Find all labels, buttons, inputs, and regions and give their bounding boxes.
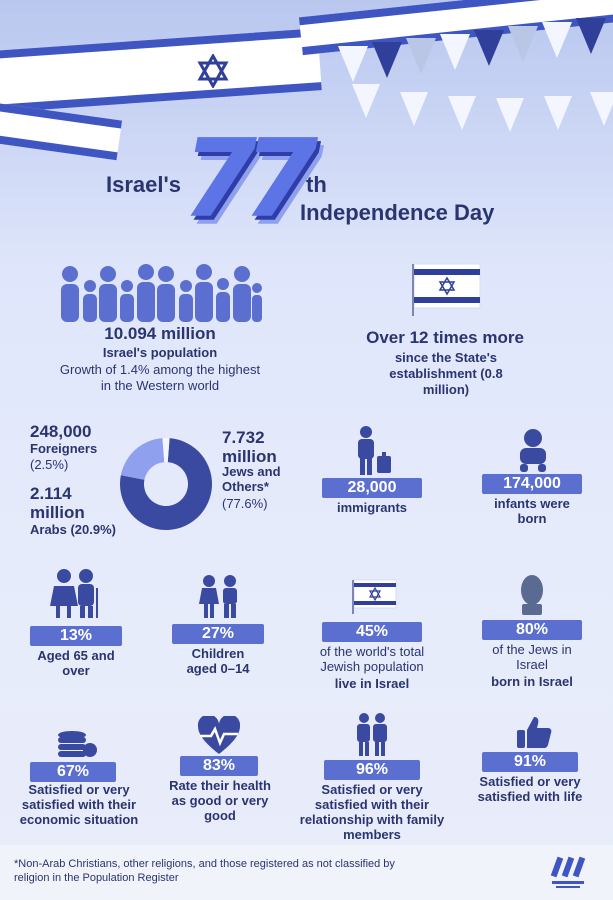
people-group-icon <box>56 262 262 324</box>
big-number: 77 <box>182 117 305 242</box>
footnote: *Non-Arab Christians, other religions, and those registered as not classified by religion in the Population Register <box>14 858 395 884</box>
footer <box>0 845 613 900</box>
stat-jewish-share-value: 45% <box>322 622 422 642</box>
population-value: 10.094 million <box>104 324 216 343</box>
population-label: Israel's population <box>102 345 218 360</box>
stat-born-israel-value: 80% <box>482 620 582 640</box>
stat-family-label: Satisfied or very satisfied with their relationship with family members <box>299 782 445 842</box>
cbs-logo-icon <box>548 853 588 893</box>
thumbs-up-icon <box>516 714 552 750</box>
foreigners-pct: (2.5%) <box>30 457 69 472</box>
arabs-value: 2.114 million <box>30 484 85 522</box>
stat-infants-label: infants were born <box>494 496 570 526</box>
jews-pct: (77.6%) <box>222 496 268 511</box>
population-growth: Growth of 1.4% among the highest in the Western world <box>59 362 261 393</box>
stat-economic-label: Satisfied or very satisfied with their economic situation <box>19 782 139 827</box>
title-th: th <box>306 172 327 197</box>
stat-life-label: Satisfied or very satisfied with life <box>477 774 583 804</box>
israel-flag-icon <box>412 262 482 316</box>
children-icon <box>198 574 242 620</box>
star-of-david-icon <box>196 54 230 88</box>
jews-label: Jews and Others* <box>222 464 281 494</box>
foreigners-label: Foreigners <box>30 441 98 456</box>
stat-children-value: 27% <box>172 624 264 644</box>
cactus-icon <box>514 574 550 616</box>
donut-segment-arabs <box>121 438 164 480</box>
title-rest: Independence Day <box>300 200 495 225</box>
growth-headline: Over 12 times more <box>366 328 524 347</box>
foreigners-value: 248,000 <box>30 422 92 441</box>
growth-sub: since the State's establishment (0.8 million) <box>389 350 503 397</box>
stat-jewish-share-label2: live in Israel <box>334 676 410 691</box>
stat-infants-value: 174,000 <box>482 474 582 494</box>
stat-health-label: Rate their health as good or very good <box>169 778 271 823</box>
traveler-icon <box>352 426 396 476</box>
jews-value: 7.732 million <box>222 428 277 466</box>
stat-health-value: 83% <box>180 756 258 776</box>
stat-aged65-value: 13% <box>30 626 122 646</box>
stat-children-label: Children aged 0–14 <box>186 646 250 676</box>
heart-pulse-icon <box>196 716 242 756</box>
stat-immigrants-value: 28,000 <box>322 478 422 498</box>
stat-born-israel-label2: born in Israel <box>491 674 573 689</box>
population-donut <box>118 436 214 532</box>
stat-aged65-label: Aged 65 and over <box>37 648 115 678</box>
stat-family-value: 96% <box>324 760 420 780</box>
arabs-label: Arabs (20.9%) <box>30 522 116 537</box>
stat-immigrants-label: immigrants <box>336 500 408 515</box>
baby-icon <box>514 428 552 474</box>
stat-life-value: 91% <box>482 752 578 772</box>
israel-flag-small-icon <box>352 578 398 614</box>
coins-icon <box>54 730 98 760</box>
family-couple-icon <box>354 712 390 758</box>
stat-economic-value: 67% <box>30 762 116 782</box>
stat-jewish-share-label1: of the world's total Jewish population <box>319 644 425 674</box>
title-prefix: Israel's <box>106 172 181 197</box>
elderly-couple-icon <box>48 568 104 620</box>
stat-born-israel-label1: of the Jews in Israel <box>492 642 572 672</box>
